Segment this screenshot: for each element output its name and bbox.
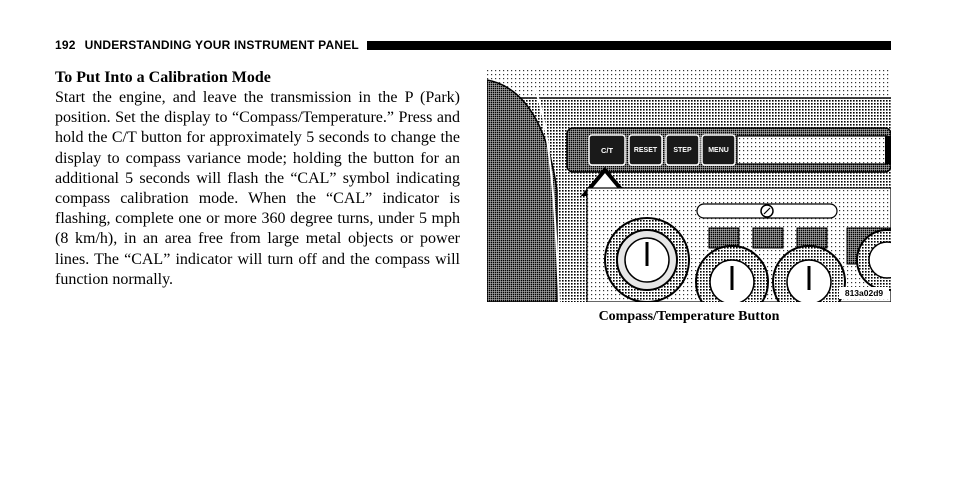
page-number: 192 [55,38,76,52]
button-reset-label: RESET [633,147,658,154]
compass-temperature-figure [487,70,891,302]
button-step-label: STEP [673,147,692,154]
button-ct [589,135,625,165]
section-heading: To Put Into a Calibration Mode [55,69,271,86]
button-step [666,135,699,165]
button-ct-label: C/T [600,146,614,155]
button-reset [629,135,662,165]
page-header [55,37,891,53]
header-rule [367,41,891,50]
button-menu-label: MENU [708,147,729,154]
fan-knob [605,218,689,302]
body-paragraph: Start the engine, and leave the transmission in the P (Park) position. Set the display to “Compass/Temperature.” Press and hold the C/T button for approximately 5 seconds to change the display to compass variance mode; holding the button for an additional 5 seconds will flash the “CAL” symbol indicating compass calibration mode. When the “CAL” indicator is flashing, complete one or more 360 degree turns, under 5 mph (8 km/h), in an area free from large metal objects or power lines. The “CAL” indicator will turn off and the compass will function normally. [55,89,460,288]
image-code: 813a02d9 [844,288,884,298]
section-title: UNDERSTANDING YOUR INSTRUMENT PANEL [84,38,359,52]
button-menu [702,135,735,165]
figure-caption: Compass/Temperature Button [598,309,780,324]
